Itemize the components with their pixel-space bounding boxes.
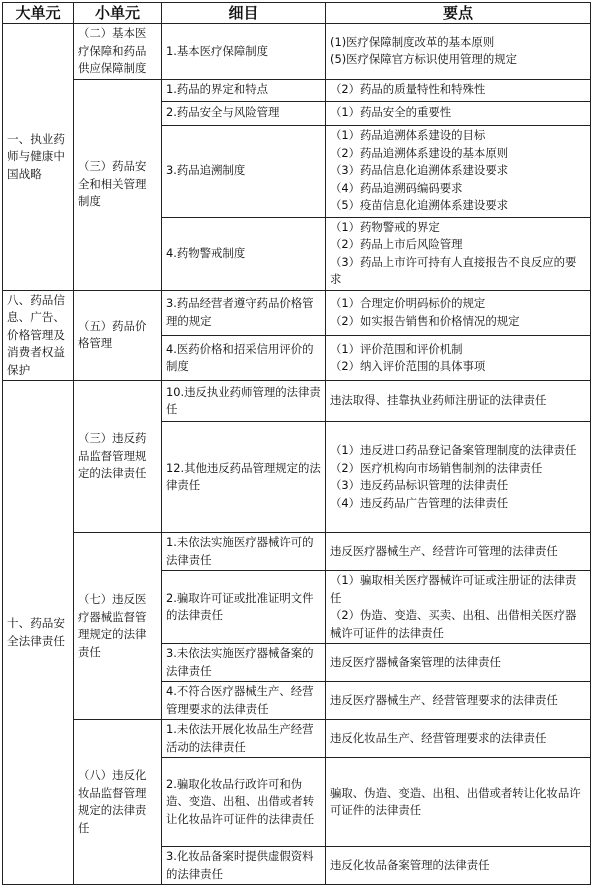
item-cell: 12.其他违反药品管理规定的法律责任 bbox=[162, 422, 326, 533]
point-text: （1）药品安全的重要性 bbox=[330, 105, 452, 120]
point-text: （1）合理定价明码标价的规定 bbox=[330, 296, 486, 311]
points-cell bbox=[326, 24, 591, 80]
subunit-cell: （八）违反化妆品监督管理规定的法律责任 bbox=[74, 720, 162, 885]
point-text: （4）违反药品广告管理的法律责任 bbox=[330, 495, 509, 510]
point-text: （1）药物警戒的界定 bbox=[330, 219, 440, 234]
table-row bbox=[3, 79, 591, 101]
header-row bbox=[3, 3, 591, 24]
unit-cell: 一、执业药师与健康中国战略 bbox=[3, 24, 74, 291]
points-cell bbox=[326, 381, 591, 422]
item-cell: 1.未依法开展化妆品生产经营活动的法律责任 bbox=[162, 720, 326, 758]
table-row bbox=[3, 720, 591, 758]
subunit-cell: （五）药品价格管理 bbox=[74, 290, 162, 381]
point-text: （2）药品的质量特性和特殊性 bbox=[330, 82, 486, 97]
point-text: （4）药品追溯码编码要求 bbox=[330, 180, 463, 195]
point-text: （3）药品信息化追溯体系建设要求 bbox=[330, 163, 509, 178]
point-text: （2）药品上市后风险管理 bbox=[330, 237, 463, 251]
item-cell: 3.化妆品备案时提供虚假资料的法律责任 bbox=[162, 847, 326, 885]
point-text: 违反化妆品生产、经营管理要求的法律责任 bbox=[330, 730, 547, 745]
unit-cell: 十、药品安全法律责任 bbox=[3, 381, 74, 885]
point-text: 骗取、伪造、变造、出租、出借或者转让化妆品许可证件的法律责任 bbox=[330, 785, 581, 817]
point-text: 违反医疗器械生产、经营管理要求的法律责任 bbox=[330, 692, 558, 707]
item-cell: 4.不符合医疗器械生产、经营管理要求的法律责任 bbox=[162, 682, 326, 720]
point-text: （2）纳入评价范围的具体事项 bbox=[330, 359, 486, 374]
item-cell: 1.基本医疗保障制度 bbox=[162, 24, 326, 80]
item-cell: 4.医药价格和招采信用评价的制度 bbox=[162, 336, 326, 381]
point-text: (5)医疗保障官方标识使用管理的规定 bbox=[330, 52, 517, 67]
point-text: 违反化妆品备案管理的法律责任 bbox=[330, 857, 490, 872]
point-text: 违反医疗器械生产、经营许可管理的法律责任 bbox=[330, 543, 558, 558]
table-row bbox=[3, 24, 591, 80]
header-item: 细目 bbox=[162, 3, 326, 24]
point-text: （5）疫苗信息化追溯体系建设要求 bbox=[330, 198, 509, 213]
subunit-cell: （二）基本医疗保障和药品供应保障制度 bbox=[74, 24, 162, 80]
points-cell bbox=[326, 758, 591, 847]
item-cell: 3.未依法实施医疗器械备案的法律责任 bbox=[162, 644, 326, 682]
point-text: （3）药品上市许可持有人直接报告不良反应的要求 bbox=[330, 254, 577, 286]
point-text: 违反医疗器械备案管理的法律责任 bbox=[330, 654, 501, 669]
item-cell: 10.违反执业药师管理的法律责任 bbox=[162, 381, 326, 422]
table-row bbox=[3, 290, 591, 336]
point-text: （2）药品追溯体系建设的基本原则 bbox=[330, 145, 509, 160]
subunit-cell: （三）违反药品监督管理规定的法律责任 bbox=[74, 381, 162, 533]
points-cell bbox=[326, 422, 591, 533]
subunit-cell: （七）违反医疗器械监督管理规定的法律责任 bbox=[74, 533, 162, 720]
points-cell bbox=[326, 571, 591, 644]
points-cell bbox=[326, 533, 591, 571]
item-cell: 2.药品安全与风险管理 bbox=[162, 101, 326, 125]
points-cell bbox=[326, 682, 591, 720]
item-cell: 4.药物警戒制度 bbox=[162, 217, 326, 290]
item-cell: 3.药品经营者遵守药品价格管理的规定 bbox=[162, 290, 326, 336]
points-cell bbox=[326, 720, 591, 758]
point-text: （1）骗取相关医疗器械许可证或注册证的法律责任 bbox=[330, 573, 577, 605]
unit-cell: 八、药品信息、广告、价格管理及消费者权益保护 bbox=[3, 290, 74, 381]
points-cell bbox=[326, 290, 591, 336]
points-cell bbox=[326, 847, 591, 885]
point-text: （3）违反药品标识管理的法律责任 bbox=[330, 478, 509, 492]
point-text: 违法取得、挂靠执业药师注册证的法律责任 bbox=[330, 393, 547, 408]
header-unit: 大单元 bbox=[3, 3, 74, 24]
points-cell bbox=[326, 644, 591, 682]
point-text: （2）医疗机构向市场销售制剂的法律责任 bbox=[330, 460, 543, 475]
header-points: 要点 bbox=[326, 3, 591, 24]
item-cell: 2.骗取化妆品行政许可和伪造、变造、出租、出借或者转让化妆品许可证件的法律责任 bbox=[162, 758, 326, 847]
points-cell bbox=[326, 79, 591, 101]
point-text: （1）评价范围和评价机制 bbox=[330, 341, 463, 356]
subunit-cell: （三）药品安全和相关管理制度 bbox=[74, 79, 162, 290]
header-subunit: 小单元 bbox=[74, 3, 162, 24]
table-row bbox=[3, 381, 591, 422]
points-cell bbox=[326, 336, 591, 381]
item-cell: 1.未依法实施医疗器械许可的法律责任 bbox=[162, 533, 326, 571]
item-cell: 1.药品的界定和特点 bbox=[162, 79, 326, 101]
point-text: （2）伪造、变造、买卖、出租、出借相关医疗器械许可证件的法律责任 bbox=[330, 608, 577, 640]
point-text: (1)医疗保障制度改革的基本原则 bbox=[330, 34, 495, 49]
table-row bbox=[3, 533, 591, 571]
syllabus-table bbox=[2, 2, 591, 885]
item-cell: 2.骗取许可证或批准证明文件的法律责任 bbox=[162, 571, 326, 644]
points-cell bbox=[326, 217, 591, 290]
point-text: （1）违反进口药品登记备案管理制度的法律责任 bbox=[330, 443, 577, 457]
point-text: （2）如实报告销售和价格情况的规定 bbox=[330, 313, 520, 328]
points-cell bbox=[326, 125, 591, 217]
points-cell bbox=[326, 101, 591, 125]
point-text: （1）药品追溯体系建设的目标 bbox=[330, 128, 486, 143]
item-cell: 3.药品追溯制度 bbox=[162, 125, 326, 217]
